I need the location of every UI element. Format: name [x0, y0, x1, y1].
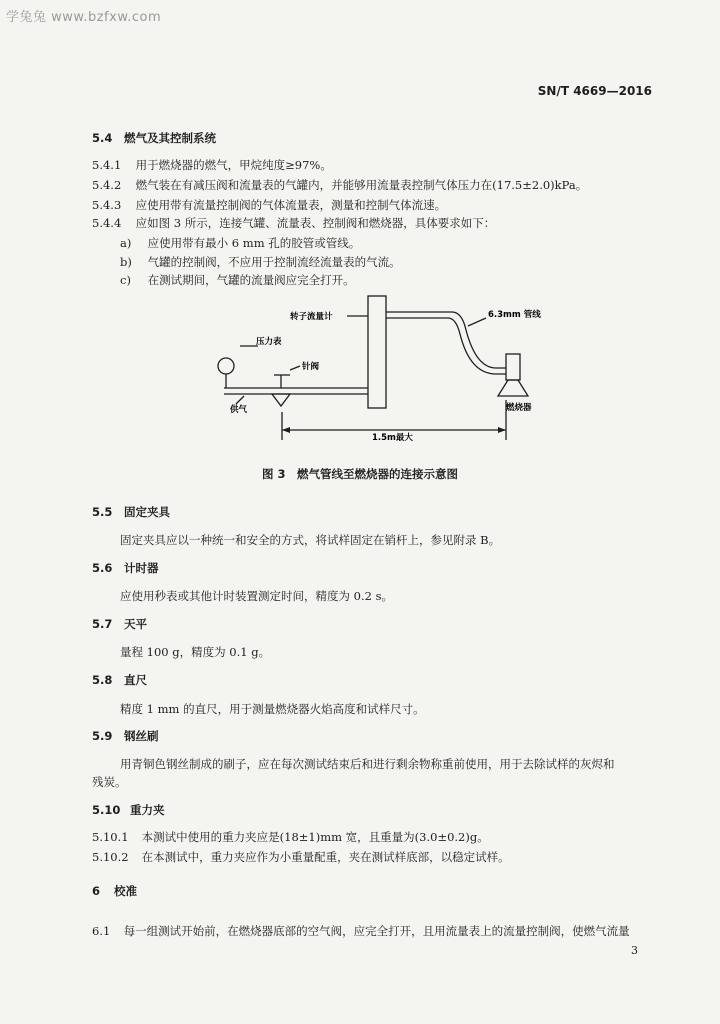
needle-valve-body	[272, 394, 290, 406]
list-label: b)	[120, 255, 132, 269]
paragraph-5-5: 固定夹具应以一种统一和安全的方式，将试样固定在销杆上，参见附录 B。	[120, 533, 501, 547]
heading-5-5	[92, 504, 170, 520]
paragraph-5-9-line-2: 残炭。	[92, 775, 127, 789]
section-title: 天平	[124, 617, 148, 631]
section-number: 5.7	[92, 617, 113, 631]
clause-text: 每一组测试开始前，在燃烧器底部的空气阀，应完全打开，且用流量表上的流量控制阀，使燃气流量	[123, 924, 630, 938]
label-burner: 燃烧器	[506, 403, 532, 413]
document-id: SN/T 4669—2016	[537, 84, 652, 98]
heading-5-7	[92, 616, 147, 632]
list-text: 气罐的控制阀，不应用于控制流经流量表的气流。	[147, 255, 401, 269]
clause-number: 5.10.1	[92, 830, 129, 844]
clause-text: 本测试中使用的重力夹应是(18±1)mm 宽，且重量为(3.0±0.2)g。	[141, 830, 489, 844]
burner-stem	[506, 354, 520, 380]
heading-5-10	[92, 802, 165, 818]
clause-text: 燃气装在有减压阀和流量表的气罐内，并能够用流量表控制气体压力在(17.5±2.0)kPa。	[135, 178, 588, 192]
section-number: 5.9	[92, 729, 113, 743]
clause-5-10-2	[92, 849, 510, 865]
section-title: 钢丝刷	[124, 729, 159, 743]
list-label: c)	[120, 273, 131, 287]
clause-number: 6.1	[92, 924, 111, 938]
section-title: 固定夹具	[124, 505, 171, 519]
tube-outer	[386, 312, 506, 368]
clause-number: 5.4.4	[92, 216, 122, 230]
rotameter-body	[368, 296, 386, 408]
paragraph-5-7: 量程 100 g，精度为 0.1 g。	[120, 645, 271, 659]
page-number: 3	[631, 944, 638, 957]
heading-5-6	[92, 560, 159, 576]
paragraph-5-8: 精度 1 mm 的直尺，用于测量燃烧器火焰高度和试样尺寸。	[120, 702, 425, 716]
dimension-arrow-right	[498, 427, 506, 433]
label-pressure-gauge: 压力表	[256, 337, 282, 347]
section-title: 计时器	[124, 561, 159, 575]
heading-5-8	[92, 672, 147, 688]
section-number: 5.5	[92, 505, 113, 519]
clause-text: 用于燃烧器的燃气，甲烷纯度≥97%。	[135, 158, 332, 172]
section-title: 直尺	[124, 673, 148, 687]
pressure-gauge-dial	[218, 358, 234, 374]
label-needle-valve: 针阀	[302, 362, 320, 372]
section-title: 重力夹	[130, 803, 165, 817]
paragraph-5-6: 应使用秒表或其他计时装置测定时间，精度为 0.2 s。	[120, 589, 393, 603]
section-title: 燃气及其控制系统	[124, 131, 217, 145]
leader-valve	[290, 366, 300, 370]
section-number: 5.10	[92, 803, 121, 817]
label-distance: 1.5m最大	[372, 433, 413, 443]
clause-text: 在本测试中，重力夹应作为小重量配重，夹在测试样底部，以稳定试样。	[141, 850, 510, 864]
list-label: a)	[120, 236, 132, 250]
label-rotameter: 转子流量计	[290, 312, 333, 322]
watermark: 学兔兔 www.bzfxw.com	[6, 10, 162, 25]
clause-number: 5.10.2	[92, 850, 129, 864]
section-number: 6	[92, 884, 101, 898]
clause-number: 5.4.3	[92, 198, 122, 212]
section-number: 5.8	[92, 673, 113, 687]
leader-supply	[236, 396, 244, 404]
heading-6	[92, 883, 137, 899]
label-gas-supply: 供气	[230, 405, 248, 415]
dimension-arrow-left	[282, 427, 290, 433]
heading-5-9	[92, 728, 159, 744]
section-number: 5.4	[92, 131, 113, 145]
list-text: 应使用带有最小 6 mm 孔的胶管或管线。	[147, 236, 361, 250]
clause-6-1	[92, 923, 630, 939]
section-number: 5.6	[92, 561, 113, 575]
clause-number: 5.4.2	[92, 178, 122, 192]
clause-text: 应使用带有流量控制阀的气体流量表，测量和控制气体流速。	[135, 198, 447, 212]
label-tube: 6.3mm 管线	[488, 310, 541, 320]
leader-tube	[468, 318, 486, 326]
section-title: 校准	[114, 884, 138, 898]
figure-caption: 图 3 燃气管线至燃烧器的连接示意图	[261, 467, 458, 481]
paragraph-5-9-line-1: 用青铜色钢丝制成的刷子，应在每次测试结束后和进行剩余物称重前使用，用于去除试样的灰烬和	[120, 757, 615, 771]
clause-text: 应如图 3 所示，连接气罐、流量表、控制阀和燃烧器，具体要求如下：	[135, 216, 496, 230]
clause-5-10-1	[92, 829, 489, 845]
burner-cone	[498, 380, 528, 396]
list-text: 在测试期间，气罐的流量阀应完全打开。	[147, 273, 355, 287]
clause-number: 5.4.1	[92, 158, 122, 172]
